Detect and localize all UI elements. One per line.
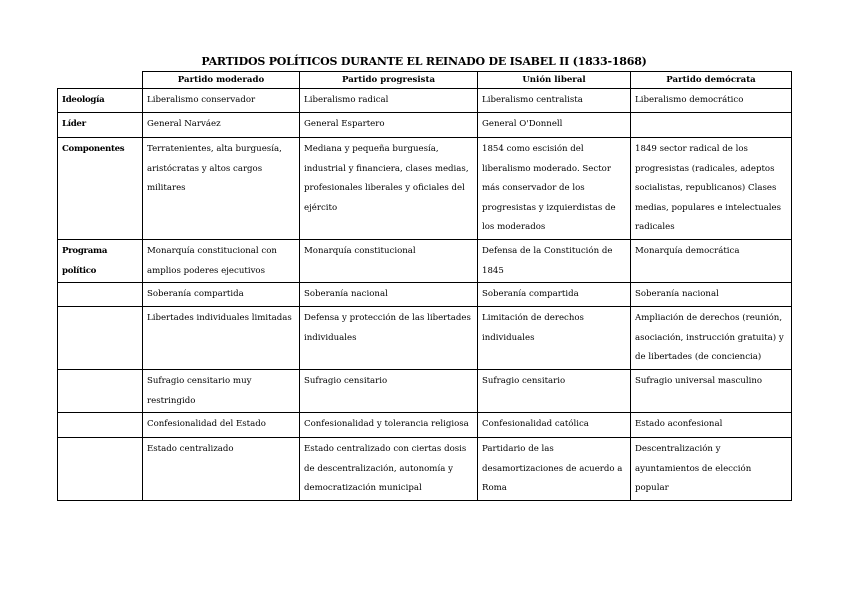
table-cell: Soberanía compartida [478,283,631,307]
table-cell: Liberalismo centralista [478,89,631,113]
table-cell: Monarquía constitucional [300,240,478,283]
row-label-componentes: Componentes [58,138,143,240]
table-cell: Sufragio censitario [300,370,478,413]
table-cell: Liberalismo conservador [143,89,300,113]
table-cell: Confesionalidad católica [478,413,631,438]
column-header-progresista: Partido progresista [300,72,478,89]
table-row-libertades [58,307,792,370]
header-corner [58,72,143,89]
table-cell [631,113,792,138]
header-row [58,72,792,89]
table-row-lider [58,113,792,138]
table-cell: Monarquía democrática [631,240,792,283]
column-header-union-liberal: Unión liberal [478,72,631,89]
table-cell: Partidario de las desamortizaciones de acuerdo a Roma [478,438,631,501]
table-cell: Estado centralizado con ciertas dosis de descentralización, autonomía y democratización municipal [300,438,478,501]
row-label-empty [58,413,143,438]
table-cell: Mediana y pequeña burguesía, industrial y financiera, clases medias, profesionales liberales y oficiales del ejército [300,138,478,240]
table-row-programa-politico [58,240,792,283]
table-cell: Descentralización y ayuntamientos de elección popular [631,438,792,501]
table-cell: 1849 sector radical de los progresistas (radicales, adeptos socialistas, republicanos) Clases medias, populares e intelectuales radicales [631,138,792,240]
table-cell: General Narváez [143,113,300,138]
row-label-ideologia: Ideología [58,89,143,113]
table-row-ideologia [58,89,792,113]
column-header-democrata: Partido demócrata [631,72,792,89]
row-label-empty [58,283,143,307]
table-cell: Sufragio universal masculino [631,370,792,413]
table-cell: Sufragio censitario [478,370,631,413]
row-label-empty [58,438,143,501]
table-cell: Terratenientes, alta burguesía, aristócratas y altos cargos militares [143,138,300,240]
table-cell: Estado centralizado [143,438,300,501]
table-cell: Estado aconfesional [631,413,792,438]
table-cell: Soberanía compartida [143,283,300,307]
table-row-sufragio [58,370,792,413]
table-cell: Monarquía constitucional con amplios poderes ejecutivos [143,240,300,283]
table-cell: Liberalismo democrático [631,89,792,113]
table-cell: Soberanía nacional [631,283,792,307]
table-row-estado [58,438,792,501]
page-title: PARTIDOS POLÍTICOS DURANTE EL REINADO DE ISABEL II (1833-1868) [201,55,647,68]
row-label-empty [58,307,143,370]
table-cell: Liberalismo radical [300,89,478,113]
row-label-programa-politico: Programa político [58,240,143,283]
parties-table [57,71,792,501]
row-label-lider: Líder [58,113,143,138]
table-cell: Soberanía nacional [300,283,478,307]
table-cell: General Espartero [300,113,478,138]
table-cell: Sufragio censitario muy restringido [143,370,300,413]
row-label-empty [58,370,143,413]
table-row-componentes [58,138,792,240]
table-cell: Confesionalidad del Estado [143,413,300,438]
table-cell: Ampliación de derechos (reunión, asociación, instrucción gratuita) y de libertades (de conciencia) [631,307,792,370]
table-cell: Confesionalidad y tolerancia religiosa [300,413,478,438]
column-header-moderado: Partido moderado [143,72,300,89]
table-cell: Defensa y protección de las libertades individuales [300,307,478,370]
table-cell: Limitación de derechos individuales [478,307,631,370]
table-cell: General O'Donnell [478,113,631,138]
table-row-soberania [58,283,792,307]
table-cell: Defensa de la Constitución de 1845 [478,240,631,283]
table-cell: Libertades individuales limitadas [143,307,300,370]
table-row-confesionalidad [58,413,792,438]
table-cell: 1854 como escisión del liberalismo moderado. Sector más conservador de los progresistas y izquierdistas de los moderados [478,138,631,240]
